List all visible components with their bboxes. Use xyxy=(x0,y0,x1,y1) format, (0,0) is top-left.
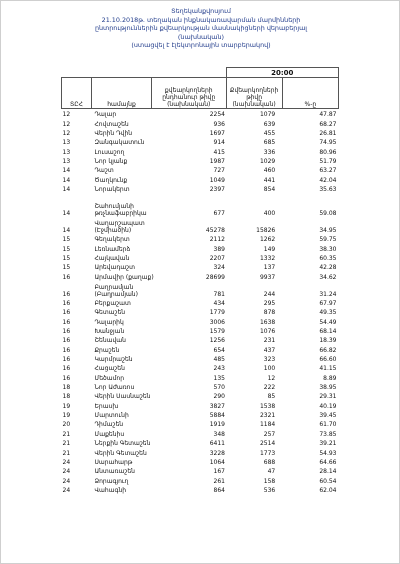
header-line-5: (ստացվել է էլեկտրոնային տարբերակով) xyxy=(131,41,271,50)
row-total-cell: 5884 xyxy=(209,412,225,420)
row-voted-cell: 85 xyxy=(267,393,276,401)
row-community-cell: Նոր կյանք xyxy=(94,157,128,165)
row-total-cell: 1049 xyxy=(209,176,225,184)
row-total-cell: 914 xyxy=(213,139,225,147)
document-header xyxy=(61,7,341,50)
row-total-cell: 485 xyxy=(213,356,225,364)
results-table xyxy=(61,67,339,494)
row-total-cell: 2112 xyxy=(209,236,225,244)
table-row xyxy=(62,438,339,447)
row-community-cell: Լուսաշող xyxy=(94,148,125,156)
row-tec-cell: 16 xyxy=(62,346,71,354)
row-tec-cell: 21 xyxy=(62,440,71,448)
col-header-total: քվեարկողների ընդհանուր թիվը (նախնական) xyxy=(152,77,227,108)
row-community-cell: Հացաշեն xyxy=(94,365,125,373)
row-voted-cell: 1332 xyxy=(259,254,276,262)
row-total-cell: 570 xyxy=(213,384,225,392)
row-tec-cell: 15 xyxy=(62,264,71,272)
row-community-cell: Վերին Գետաշեն xyxy=(94,449,147,457)
row-total-cell: 1987 xyxy=(209,157,225,165)
row-total-cell: 2397 xyxy=(209,185,225,193)
table-row xyxy=(62,447,339,456)
header-line-1: Տեղեկանքվոսյում xyxy=(171,7,231,15)
row-voted-cell: 1638 xyxy=(259,318,276,326)
row-pct-cell: 42.04 xyxy=(319,176,337,184)
row-tec-cell: 24 xyxy=(62,486,71,494)
row-tec-cell: 21 xyxy=(62,430,71,438)
row-total-cell: 324 xyxy=(213,264,225,272)
row-voted-cell: 400 xyxy=(263,209,276,217)
row-total-cell: 389 xyxy=(213,245,225,253)
row-pct-cell: 38.95 xyxy=(319,384,337,392)
table-row xyxy=(62,128,339,137)
row-voted-cell: 1076 xyxy=(259,328,276,336)
row-voted-cell: 231 xyxy=(263,337,276,345)
col-header-pct: %-ը xyxy=(282,77,338,108)
row-pct-cell: 49.35 xyxy=(319,309,337,317)
row-community-cell: Բաղրամյան (Բաղրամյան) xyxy=(94,283,138,298)
table-row xyxy=(62,419,339,428)
row-community-cell: Գեղակերտ xyxy=(94,236,130,244)
row-tec-cell: 18 xyxy=(62,384,71,392)
row-tec-cell: 20 xyxy=(62,421,71,429)
row-pct-cell: 40.19 xyxy=(319,402,337,410)
row-total-cell: 2207 xyxy=(209,254,225,262)
row-voted-cell: 336 xyxy=(263,148,276,156)
row-pct-cell: 34.62 xyxy=(319,273,337,281)
row-voted-cell: 257 xyxy=(263,430,276,438)
row-total-cell: 3827 xyxy=(209,402,225,410)
row-tec-cell: 15 xyxy=(62,245,71,253)
row-community-cell: Լեռնամերձ xyxy=(94,245,131,253)
row-community-cell: Արմավիր (քաղաք) xyxy=(94,273,154,281)
table-row xyxy=(62,363,339,372)
header-line-2: 21.10.2018թ. տեղական ինքնակառավարման մարմինների xyxy=(101,15,301,24)
row-tec-cell: 15 xyxy=(62,236,71,244)
row-total-cell: 654 xyxy=(213,346,225,354)
row-tec-cell: 24 xyxy=(62,458,71,466)
row-total-cell: 1919 xyxy=(209,421,225,429)
table-row xyxy=(62,271,339,280)
row-total-cell: 3006 xyxy=(209,318,225,326)
row-total-cell: 415 xyxy=(213,148,225,156)
row-community-cell: Մեծամոր xyxy=(94,374,125,382)
table-row xyxy=(62,262,339,271)
table-row xyxy=(62,281,339,298)
row-voted-cell: 639 xyxy=(263,120,276,128)
row-tec-cell: 24 xyxy=(62,477,71,485)
row-tec-cell: 21 xyxy=(62,449,71,457)
row-total-cell: 2254 xyxy=(209,111,225,119)
row-total-cell: 135 xyxy=(213,374,225,382)
table-row xyxy=(62,410,339,419)
row-pct-cell: 51.79 xyxy=(319,157,337,165)
row-total-cell: 28699 xyxy=(205,273,225,281)
row-total-cell: 1064 xyxy=(209,458,225,466)
row-community-cell: Դիմաշեն xyxy=(94,421,124,429)
row-total-cell: 261 xyxy=(213,477,225,485)
row-tec-cell: 12 xyxy=(62,129,71,137)
row-pct-cell: 31.24 xyxy=(319,290,337,298)
time-row xyxy=(62,68,339,78)
row-community-cell: Կարմրաշեն xyxy=(94,356,133,364)
row-voted-cell: 1079 xyxy=(259,111,276,119)
row-voted-cell: 100 xyxy=(263,365,276,373)
row-tec-cell: 14 xyxy=(62,167,71,175)
row-community-cell: Անտառաշեն xyxy=(94,468,135,476)
row-voted-cell: 149 xyxy=(263,245,276,253)
row-voted-cell: 12 xyxy=(267,374,276,382)
row-voted-cell: 47 xyxy=(267,468,276,476)
row-total-cell: 864 xyxy=(213,486,225,494)
row-community-cell: Շենավան xyxy=(94,337,126,345)
row-pct-cell: 62.04 xyxy=(319,486,337,494)
row-total-cell: 290 xyxy=(213,393,225,401)
table-row xyxy=(62,184,339,193)
row-community-cell: Դաշտ xyxy=(94,167,114,175)
row-voted-cell: 1184 xyxy=(259,421,276,429)
row-community-cell: Զանգակատուն xyxy=(94,139,145,147)
col-header-tec: ՏԸՀ xyxy=(62,77,92,108)
row-voted-cell: 1538 xyxy=(259,402,276,410)
table-row xyxy=(62,400,339,409)
row-voted-cell: 323 xyxy=(263,356,276,364)
row-tec-cell: 15 xyxy=(62,254,71,262)
row-voted-cell: 158 xyxy=(263,477,276,485)
row-pct-cell: 38.30 xyxy=(319,245,337,253)
row-voted-cell: 2321 xyxy=(259,412,276,420)
row-voted-cell: 460 xyxy=(263,167,276,175)
row-community-cell: Մաքենիս xyxy=(94,430,125,438)
row-community-cell: Ծաղկունք xyxy=(94,176,128,184)
table-row xyxy=(62,335,339,344)
row-tec-cell: 16 xyxy=(62,318,71,326)
row-community-cell: Վահագնի xyxy=(94,486,127,494)
row-voted-cell: 854 xyxy=(263,185,276,193)
table-row xyxy=(62,475,339,484)
row-pct-cell: 74.95 xyxy=(319,139,337,147)
row-pct-cell: 41.15 xyxy=(319,365,337,373)
table-row xyxy=(62,156,339,165)
table-row xyxy=(62,234,339,243)
row-total-cell: 434 xyxy=(213,300,225,307)
row-tec-cell: 24 xyxy=(62,468,71,476)
row-tec-cell: 13 xyxy=(62,139,71,147)
row-voted-cell: 1773 xyxy=(259,449,276,457)
row-voted-cell: 9937 xyxy=(259,273,276,281)
row-community-cell: Ձորագյուղ xyxy=(94,477,129,485)
row-total-cell: 167 xyxy=(213,468,225,476)
header-line-4: (նախնական) xyxy=(177,32,225,41)
row-community-cell: Վերին Դվին xyxy=(94,129,133,137)
row-pct-cell: 35.63 xyxy=(319,185,337,193)
time-label: 20:00 xyxy=(226,68,339,78)
table-row xyxy=(62,466,339,475)
table-row xyxy=(62,354,339,363)
row-community-cell: Ներքին Գետաշեն xyxy=(94,440,151,448)
row-pct-cell: 61.70 xyxy=(319,421,337,429)
row-voted-cell: 295 xyxy=(263,300,276,307)
row-pct-cell: 60.54 xyxy=(319,477,337,485)
column-header-row xyxy=(62,77,339,108)
row-community-cell: Արեվադաշտ xyxy=(94,264,136,272)
table-row xyxy=(62,217,339,234)
row-tec-cell: 16 xyxy=(62,365,71,373)
col-header-voted: Քվեարկողների թիվը (նախնական) xyxy=(226,77,282,108)
table-row xyxy=(62,193,339,217)
row-community-cell: Շահումյանի թռչնաֆաբրիկա xyxy=(94,202,147,217)
row-pct-cell: 73.85 xyxy=(319,430,337,438)
row-voted-cell: 1029 xyxy=(259,157,276,165)
row-pct-cell: 54.49 xyxy=(319,318,337,326)
row-community-cell: Երասխ xyxy=(94,402,119,410)
row-tec-cell: 16 xyxy=(62,290,71,298)
row-pct-cell: 39.45 xyxy=(319,412,337,420)
row-pct-cell: 29.31 xyxy=(319,393,337,401)
row-tec-cell: 16 xyxy=(62,337,71,345)
table-row xyxy=(62,457,339,466)
row-community-cell: Սարահարթ xyxy=(94,458,133,466)
table-row xyxy=(62,146,339,155)
row-pct-cell: 66.60 xyxy=(319,356,337,364)
table-row xyxy=(62,428,339,437)
row-pct-cell: 68.27 xyxy=(319,120,337,128)
row-community-cell: Նոր Աժառոս xyxy=(94,384,135,392)
row-tec-cell: 14 xyxy=(62,185,71,193)
col-header-community: համայնք xyxy=(92,77,152,108)
table-row xyxy=(62,382,339,391)
row-community-cell: Քրաշեն xyxy=(94,346,120,354)
row-community-cell: Վաղարշապատ (Էջմիածին) xyxy=(94,219,145,234)
row-tec-cell: 16 xyxy=(62,356,71,364)
row-total-cell: 3228 xyxy=(209,449,225,457)
row-voted-cell: 685 xyxy=(263,139,276,147)
row-pct-cell: 64.66 xyxy=(319,458,337,466)
row-voted-cell: 437 xyxy=(263,346,276,354)
row-total-cell: 1256 xyxy=(209,337,225,345)
row-pct-cell: 54.93 xyxy=(319,449,337,457)
row-voted-cell: 1262 xyxy=(259,236,276,244)
row-tec-cell: 19 xyxy=(62,402,71,410)
table-row xyxy=(62,326,339,335)
table-row xyxy=(62,165,339,174)
table-row xyxy=(62,253,339,262)
row-total-cell: 677 xyxy=(213,209,225,217)
row-pct-cell: 8.89 xyxy=(323,374,337,382)
row-voted-cell: 244 xyxy=(263,290,276,298)
row-community-cell: Մարտունի xyxy=(94,412,129,420)
row-total-cell: 243 xyxy=(213,365,225,373)
row-tec-cell: 14 xyxy=(62,176,71,184)
row-total-cell: 6411 xyxy=(209,440,225,448)
row-community-cell: Հովտաշեն xyxy=(94,120,129,128)
row-total-cell: 348 xyxy=(213,430,225,438)
row-tec-cell: 14 xyxy=(62,209,71,217)
row-tec-cell: 19 xyxy=(62,412,71,420)
table-row xyxy=(62,137,339,146)
row-community-cell: Գետաշեն xyxy=(94,309,126,317)
row-total-cell: 1779 xyxy=(209,309,225,317)
row-voted-cell: 878 xyxy=(263,309,276,317)
row-tec-cell: 16 xyxy=(62,273,71,281)
table-row xyxy=(62,118,339,127)
row-total-cell: 1697 xyxy=(209,129,225,137)
row-community-cell: Նորակերտ xyxy=(94,185,130,193)
row-community-cell: Դալար xyxy=(94,111,117,119)
row-pct-cell: 34.95 xyxy=(319,226,337,234)
row-total-cell: 781 xyxy=(213,290,225,298)
row-tec-cell: 16 xyxy=(62,374,71,382)
table-row xyxy=(62,344,339,353)
table-row xyxy=(62,108,339,118)
row-voted-cell: 137 xyxy=(263,264,276,272)
table-row xyxy=(62,485,339,494)
row-pct-cell: 68.14 xyxy=(319,328,337,336)
row-pct-cell: 39.21 xyxy=(319,440,337,448)
row-pct-cell: 47.87 xyxy=(319,111,337,119)
row-pct-cell: 66.82 xyxy=(319,346,337,354)
row-pct-cell: 63.27 xyxy=(319,167,337,175)
row-voted-cell: 441 xyxy=(263,176,276,184)
row-pct-cell: 28.14 xyxy=(319,468,337,476)
row-pct-cell: 18.39 xyxy=(319,337,337,345)
row-tec-cell: 13 xyxy=(62,157,71,165)
row-community-cell: Հայկավան xyxy=(94,254,130,262)
table-row xyxy=(62,307,339,316)
row-pct-cell: 42.28 xyxy=(319,264,337,272)
row-voted-cell: 222 xyxy=(263,384,276,392)
row-total-cell: 727 xyxy=(213,167,225,175)
row-pct-cell: 26.81 xyxy=(319,129,337,137)
row-pct-cell: 80.96 xyxy=(319,148,337,156)
row-community-cell: Վերին Սասնաշեն xyxy=(94,393,151,401)
row-community-cell: Խանջյան xyxy=(94,328,125,336)
row-pct-cell: 67.97 xyxy=(319,300,337,307)
row-voted-cell: 2514 xyxy=(259,440,276,448)
row-pct-cell: 59.75 xyxy=(319,236,337,244)
table-row xyxy=(62,174,339,183)
table-row xyxy=(62,391,339,400)
row-tec-cell: 18 xyxy=(62,393,71,401)
table-row xyxy=(62,298,339,307)
table-row xyxy=(62,243,339,252)
row-voted-cell: 455 xyxy=(263,129,276,137)
row-tec-cell: 12 xyxy=(62,111,71,119)
row-total-cell: 936 xyxy=(213,120,225,128)
row-tec-cell: 14 xyxy=(62,226,71,234)
row-tec-cell: 16 xyxy=(62,300,71,307)
row-voted-cell: 15826 xyxy=(256,226,276,234)
header-line-3: ընտրություններին քվեարկության մասնակիցների վերաբերյալ xyxy=(94,24,308,33)
row-tec-cell: 16 xyxy=(62,328,71,336)
row-tec-cell: 12 xyxy=(62,120,71,128)
row-pct-cell: 60.35 xyxy=(319,254,337,262)
row-community-cell: Բերքաշատ xyxy=(94,300,131,307)
table-row xyxy=(62,372,339,381)
row-community-cell: Դալարիկ xyxy=(94,318,124,326)
row-voted-cell: 688 xyxy=(263,458,276,466)
row-pct-cell: 59.08 xyxy=(319,209,337,217)
table-row xyxy=(62,316,339,325)
row-voted-cell: 536 xyxy=(263,486,276,494)
row-total-cell: 45278 xyxy=(205,226,225,234)
row-tec-cell: 13 xyxy=(62,148,71,156)
row-tec-cell: 16 xyxy=(62,309,71,317)
row-total-cell: 1579 xyxy=(209,328,225,336)
